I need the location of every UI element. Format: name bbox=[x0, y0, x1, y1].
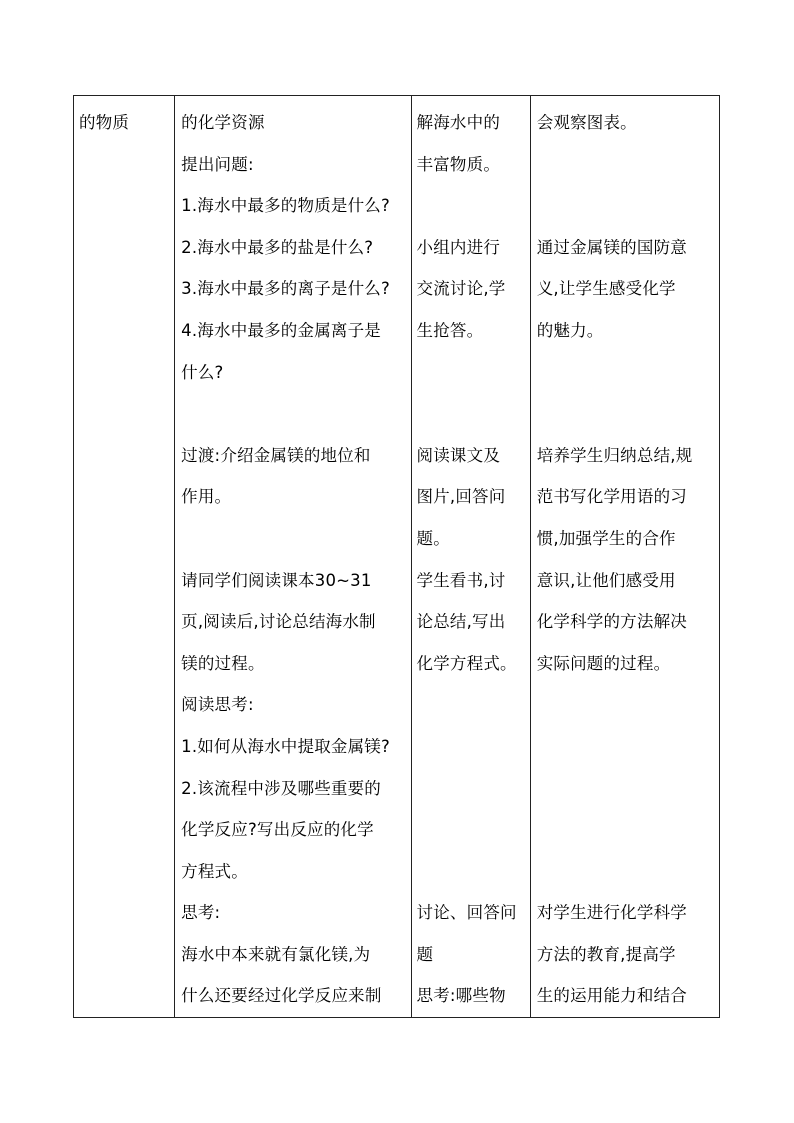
text-line: 通过金属镁的国防意 bbox=[536, 237, 687, 257]
text-line bbox=[537, 768, 717, 810]
text-line bbox=[417, 726, 528, 768]
text-line: 会观察图表。 bbox=[536, 113, 637, 132]
text-line: 题。 bbox=[416, 528, 450, 548]
text-line bbox=[537, 809, 717, 851]
text-line: 对学生进行化学科学 bbox=[536, 903, 687, 923]
text-line: 生的运用能力和结合 bbox=[536, 986, 687, 1006]
text-line bbox=[417, 185, 528, 227]
text-line: 作用。 bbox=[181, 487, 232, 507]
text-line: 的化学资源 bbox=[181, 113, 265, 132]
text-line bbox=[537, 726, 717, 768]
text-line bbox=[537, 851, 717, 893]
text-line bbox=[417, 684, 528, 726]
text-line: 思考: bbox=[181, 903, 221, 923]
text-line: 培养学生归纳总结,规 bbox=[536, 445, 693, 465]
text-line bbox=[537, 185, 717, 227]
text-line: 4.海水中最多的金属离子是 bbox=[181, 320, 381, 340]
lesson-plan-table bbox=[73, 95, 720, 1018]
text-line: 小组内进行 bbox=[416, 237, 501, 257]
text-line: 范书写化学用语的习 bbox=[536, 487, 687, 507]
text-line: 什么? bbox=[181, 362, 224, 382]
text-line: 方法的教育,提高学 bbox=[536, 944, 676, 964]
design-intent-cell bbox=[530, 96, 719, 1018]
text-line: 实际问题的过程。 bbox=[536, 653, 671, 673]
text-line: 方程式。 bbox=[181, 861, 248, 881]
text-line: 2.海水中最多的盐是什么? bbox=[181, 237, 374, 257]
text-line: 惯,加强学生的合作 bbox=[536, 528, 676, 548]
text-line: 解海水中的 bbox=[416, 113, 501, 132]
text-line: 的魅力。 bbox=[536, 320, 604, 340]
text-line: 过渡:介绍金属镁的地位和 bbox=[181, 445, 371, 465]
text-line: 论总结,写出 bbox=[416, 612, 506, 632]
text-line bbox=[181, 518, 408, 560]
text-line: 丰富物质。 bbox=[416, 154, 501, 174]
text-line: 提出问题: bbox=[181, 154, 254, 174]
text-line: 意识,让他们感受用 bbox=[536, 570, 676, 590]
text-line: 学生看书,讨 bbox=[416, 570, 506, 590]
student-activity-cell bbox=[411, 96, 530, 1018]
text-line: 讨论、回答问 bbox=[416, 903, 517, 923]
text-line bbox=[417, 809, 528, 851]
text-line: 义,让学生感受化学 bbox=[536, 279, 676, 299]
text-line: 阅读思考: bbox=[181, 695, 254, 715]
text-line: 题 bbox=[416, 944, 434, 964]
text-line: 生抢答。 bbox=[416, 320, 484, 340]
text-line: 化学科学的方法解决 bbox=[536, 612, 687, 632]
text-line: 思考:哪些物 bbox=[416, 986, 506, 1006]
text-line bbox=[537, 393, 717, 435]
text-line: 的物质 bbox=[79, 113, 130, 132]
text-line: 1.海水中最多的物质是什么? bbox=[181, 196, 390, 216]
text-line: 海水中本来就有氯化镁,为 bbox=[181, 944, 371, 964]
text-line: 1.如何从海水中提取金属镁? bbox=[181, 736, 390, 756]
text-line: 图片,回答问 bbox=[416, 487, 506, 507]
student-activity-column bbox=[412, 96, 530, 1017]
text-line bbox=[417, 352, 528, 394]
table-row bbox=[74, 96, 720, 1018]
text-line: 3.海水中最多的离子是什么? bbox=[181, 279, 390, 299]
text-line: 化学方程式。 bbox=[416, 653, 517, 673]
design-intent-column bbox=[531, 96, 719, 1017]
text-line bbox=[181, 393, 408, 435]
text-line: 页,阅读后,讨论总结海水制 bbox=[181, 612, 376, 632]
text-line: 2.该流程中涉及哪些重要的 bbox=[181, 778, 381, 798]
text-line: 交流讨论,学 bbox=[416, 279, 506, 299]
teacher-activity-cell bbox=[175, 96, 411, 1018]
text-line bbox=[537, 352, 717, 394]
text-line bbox=[537, 684, 717, 726]
text-line bbox=[417, 851, 528, 893]
text-line: 什么还要经过化学反应来制 bbox=[181, 986, 382, 1006]
text-line: 请同学们阅读课本30~31 bbox=[181, 570, 372, 590]
text-line bbox=[417, 768, 528, 810]
content-column bbox=[74, 96, 174, 144]
text-line bbox=[537, 144, 717, 186]
text-line: 镁的过程。 bbox=[181, 653, 265, 673]
text-line: 阅读课文及 bbox=[416, 445, 501, 465]
text-line bbox=[417, 393, 528, 435]
content-cell bbox=[74, 96, 175, 1018]
teacher-activity-column bbox=[175, 96, 410, 1017]
text-line: 化学反应?写出反应的化学 bbox=[181, 820, 374, 840]
